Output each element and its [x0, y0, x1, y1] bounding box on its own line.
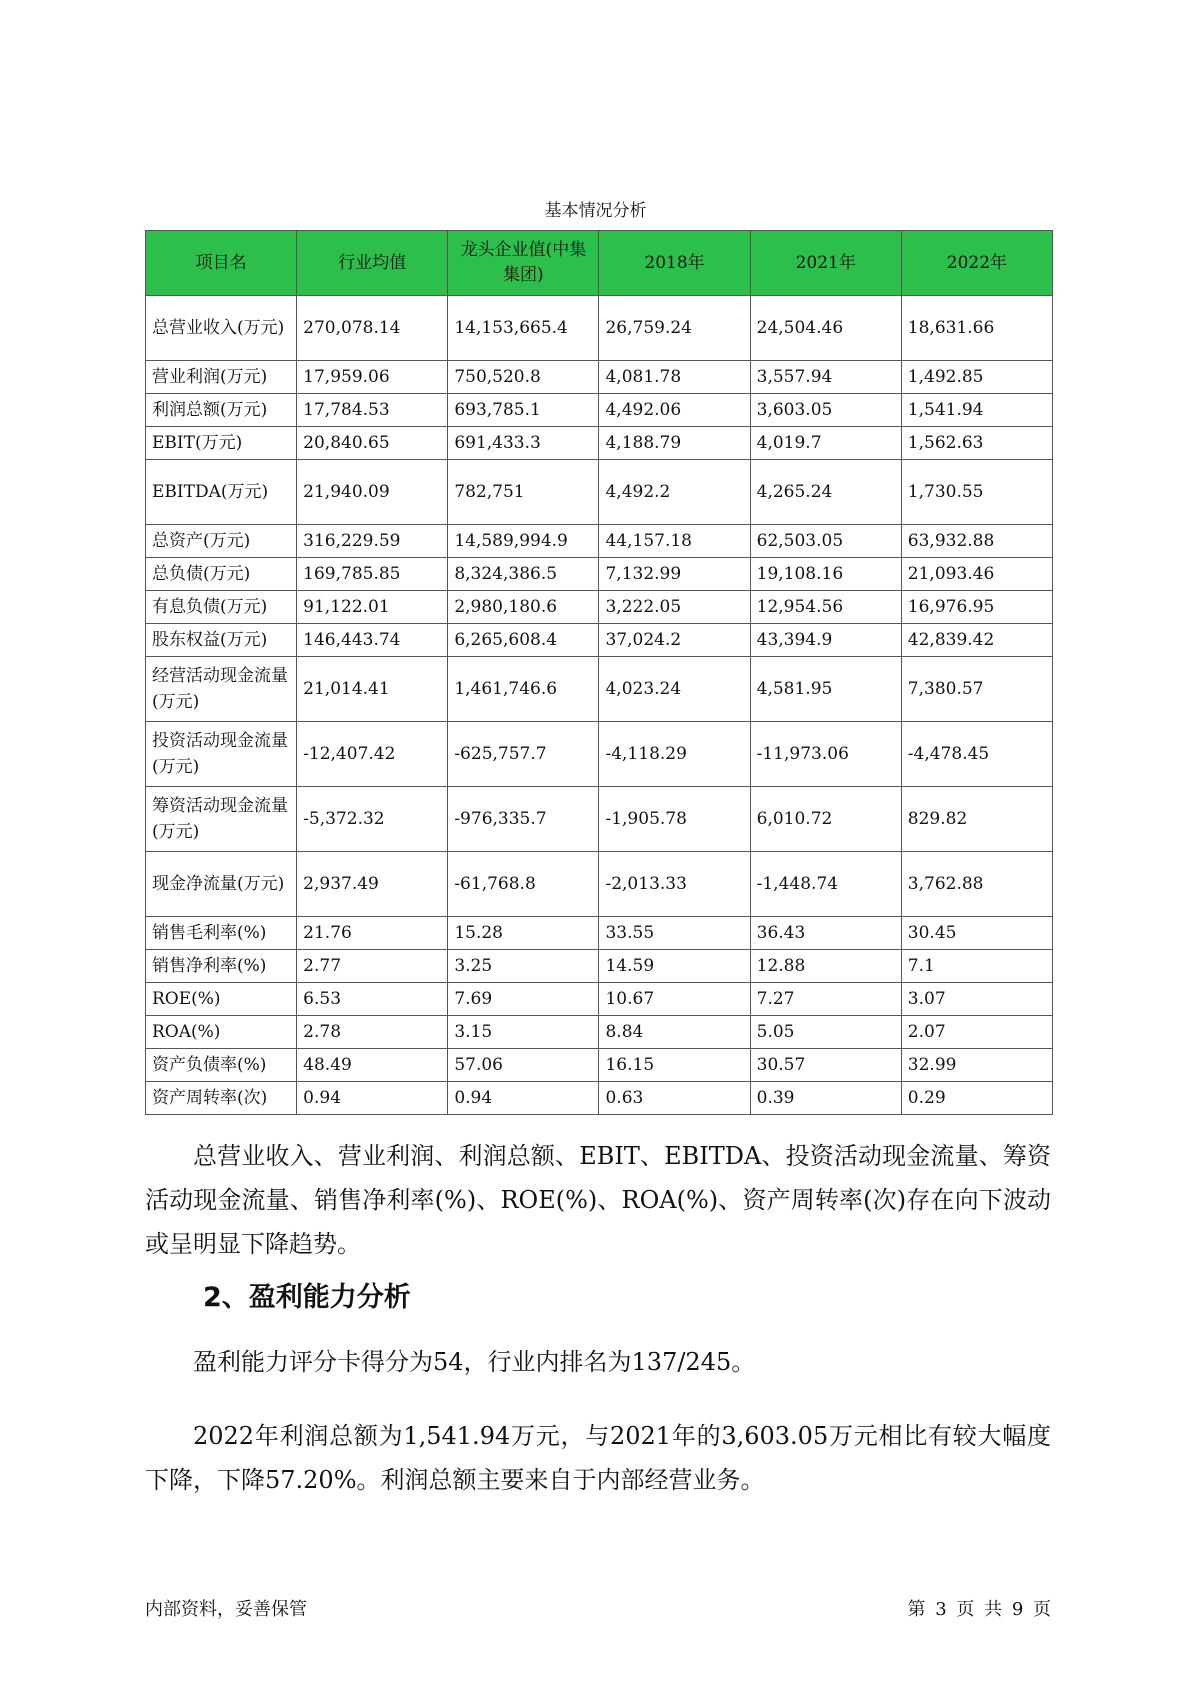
value-cell: 63,932.88 — [901, 525, 1052, 558]
table-row — [146, 1049, 1053, 1082]
value-cell: 2,980,180.6 — [448, 591, 599, 624]
value-cell: 57.06 — [448, 1049, 599, 1082]
value-cell: 24,504.46 — [750, 296, 901, 361]
trend-paragraph: 总营业收入、营业利润、利润总额、EBIT、EBITDA、投资活动现金流量、筹资活动现金流量、销售净利率(%)、ROE(%)、ROA(%)、资产周转率(次)存在向下波动或呈明显下降趋势。 — [145, 1142, 1051, 1258]
value-cell: 16.15 — [599, 1049, 750, 1082]
value-cell: 3.15 — [448, 1016, 599, 1049]
value-cell: 30.45 — [901, 917, 1052, 950]
value-cell: 6.53 — [297, 983, 448, 1016]
value-cell: 2.77 — [297, 950, 448, 983]
value-cell: 0.29 — [901, 1082, 1052, 1115]
value-cell: -12,407.42 — [297, 722, 448, 787]
value-cell: 1,541.94 — [901, 394, 1052, 427]
value-cell: 37,024.2 — [599, 624, 750, 657]
value-cell: 14.59 — [599, 950, 750, 983]
value-cell: -11,973.06 — [750, 722, 901, 787]
value-cell: -1,905.78 — [599, 787, 750, 852]
value-cell: 782,751 — [448, 460, 599, 525]
table-row — [146, 525, 1053, 558]
table-header-row — [146, 231, 1053, 296]
table-row — [146, 852, 1053, 917]
value-cell: 4,492.2 — [599, 460, 750, 525]
value-cell: 1,461,746.6 — [448, 657, 599, 722]
table-row — [146, 917, 1053, 950]
table-row — [146, 722, 1053, 787]
value-cell: 4,019.7 — [750, 427, 901, 460]
table-body — [146, 296, 1053, 1115]
value-cell: 16,976.95 — [901, 591, 1052, 624]
table-header-cell: 项目名 — [146, 231, 297, 296]
table-caption: 基本情况分析 — [544, 201, 647, 221]
row-label-cell: 股东权益(万元) — [146, 624, 297, 657]
value-cell: 36.43 — [750, 917, 901, 950]
table-row — [146, 558, 1053, 591]
section-heading: 2、盈利能力分析 — [203, 1282, 411, 1313]
value-cell: 33.55 — [599, 917, 750, 950]
table-row — [146, 950, 1053, 983]
row-label-cell: ROA(%) — [146, 1016, 297, 1049]
value-cell: 44,157.18 — [599, 525, 750, 558]
value-cell: 3,222.05 — [599, 591, 750, 624]
value-cell: 14,153,665.4 — [448, 296, 599, 361]
value-cell: 30.57 — [750, 1049, 901, 1082]
row-label-cell: 利润总额(万元) — [146, 394, 297, 427]
value-cell: 43,394.9 — [750, 624, 901, 657]
value-cell: 12,954.56 — [750, 591, 901, 624]
value-cell: 32.99 — [901, 1049, 1052, 1082]
value-cell: 4,023.24 — [599, 657, 750, 722]
value-cell: 829.82 — [901, 787, 1052, 852]
value-cell: 3,557.94 — [750, 361, 901, 394]
value-cell: 17,959.06 — [297, 361, 448, 394]
row-label-cell: ROE(%) — [146, 983, 297, 1016]
value-cell: -625,757.7 — [448, 722, 599, 787]
row-label-cell: 现金净流量(万元) — [146, 852, 297, 917]
row-label-cell: EBIT(万元) — [146, 427, 297, 460]
value-cell: 62,503.05 — [750, 525, 901, 558]
row-label-cell: EBITDA(万元) — [146, 460, 297, 525]
table-header-cell: 2018年 — [599, 231, 750, 296]
value-cell: 26,759.24 — [599, 296, 750, 361]
table-row — [146, 296, 1053, 361]
value-cell: 4,081.78 — [599, 361, 750, 394]
value-cell: 21.76 — [297, 917, 448, 950]
value-cell: 1,492.85 — [901, 361, 1052, 394]
row-label-cell: 营业利润(万元) — [146, 361, 297, 394]
value-cell: 8,324,386.5 — [448, 558, 599, 591]
value-cell: 7,132.99 — [599, 558, 750, 591]
row-label-cell: 筹资活动现金流量(万元) — [146, 787, 297, 852]
table-row — [146, 1016, 1053, 1049]
value-cell: 0.63 — [599, 1082, 750, 1115]
value-cell: 2,937.49 — [297, 852, 448, 917]
value-cell: 42,839.42 — [901, 624, 1052, 657]
value-cell: 15.28 — [448, 917, 599, 950]
table-row — [146, 394, 1053, 427]
value-cell: -2,013.33 — [599, 852, 750, 917]
value-cell: 750,520.8 — [448, 361, 599, 394]
value-cell: 8.84 — [599, 1016, 750, 1049]
row-label-cell: 总营业收入(万元) — [146, 296, 297, 361]
value-cell: 10.67 — [599, 983, 750, 1016]
value-cell: 3,603.05 — [750, 394, 901, 427]
value-cell: -4,478.45 — [901, 722, 1052, 787]
value-cell: 7.27 — [750, 983, 901, 1016]
value-cell: 7.1 — [901, 950, 1052, 983]
row-label-cell: 经营活动现金流量(万元) — [146, 657, 297, 722]
value-cell: 3,762.88 — [901, 852, 1052, 917]
value-cell: 18,631.66 — [901, 296, 1052, 361]
value-cell: 7,380.57 — [901, 657, 1052, 722]
value-cell: 19,108.16 — [750, 558, 901, 591]
value-cell: 0.39 — [750, 1082, 901, 1115]
value-cell: 1,562.63 — [901, 427, 1052, 460]
value-cell: 4,581.95 — [750, 657, 901, 722]
table-header-cell: 2021年 — [750, 231, 901, 296]
table-row — [146, 657, 1053, 722]
table-row — [146, 460, 1053, 525]
value-cell: 6,265,608.4 — [448, 624, 599, 657]
value-cell: 21,093.46 — [901, 558, 1052, 591]
row-label-cell: 总资产(万元) — [146, 525, 297, 558]
value-cell: 48.49 — [297, 1049, 448, 1082]
table-row — [146, 983, 1053, 1016]
footer-confidential-note: 内部资料，妥善保管 — [145, 1599, 307, 1620]
table-header-cell: 行业均值 — [297, 231, 448, 296]
row-label-cell: 资产周转率(次) — [146, 1082, 297, 1115]
basic-analysis-table — [145, 230, 1053, 1115]
value-cell: 6,010.72 — [750, 787, 901, 852]
table-header-cell: 龙头企业值(中集集团) — [448, 231, 599, 296]
value-cell: 12.88 — [750, 950, 901, 983]
row-label-cell: 有息负债(万元) — [146, 591, 297, 624]
value-cell: 5.05 — [750, 1016, 901, 1049]
profit-paragraph: 2022年利润总额为1,541.94万元，与2021年的3,603.05万元相比有较大幅度下降，下降57.20%。利润总额主要来自于内部经营业务。 — [145, 1422, 1051, 1494]
value-cell: 146,443.74 — [297, 624, 448, 657]
table-row — [146, 591, 1053, 624]
value-cell: 7.69 — [448, 983, 599, 1016]
value-cell: 20,840.65 — [297, 427, 448, 460]
value-cell: 0.94 — [297, 1082, 448, 1115]
table-row — [146, 361, 1053, 394]
value-cell: 2.78 — [297, 1016, 448, 1049]
value-cell: -5,372.32 — [297, 787, 448, 852]
value-cell: 21,014.41 — [297, 657, 448, 722]
value-cell: 316,229.59 — [297, 525, 448, 558]
row-label-cell: 投资活动现金流量(万元) — [146, 722, 297, 787]
value-cell: 3.25 — [448, 950, 599, 983]
value-cell: 21,940.09 — [297, 460, 448, 525]
value-cell: 691,433.3 — [448, 427, 599, 460]
row-label-cell: 销售毛利率(%) — [146, 917, 297, 950]
value-cell: -4,118.29 — [599, 722, 750, 787]
table-row — [146, 427, 1053, 460]
value-cell: 14,589,994.9 — [448, 525, 599, 558]
value-cell: 4,188.79 — [599, 427, 750, 460]
value-cell: 2.07 — [901, 1016, 1052, 1049]
value-cell: 4,492.06 — [599, 394, 750, 427]
footer-page-number: 第 3 页 共 9 页 — [907, 1599, 1051, 1620]
table-row — [146, 624, 1053, 657]
row-label-cell: 资产负债率(%) — [146, 1049, 297, 1082]
row-label-cell: 销售净利率(%) — [146, 950, 297, 983]
value-cell: 4,265.24 — [750, 460, 901, 525]
value-cell: -976,335.7 — [448, 787, 599, 852]
table-row — [146, 1082, 1053, 1115]
value-cell: 169,785.85 — [297, 558, 448, 591]
value-cell: 3.07 — [901, 983, 1052, 1016]
value-cell: 0.94 — [448, 1082, 599, 1115]
row-label-cell: 总负债(万元) — [146, 558, 297, 591]
table-header-cell: 2022年 — [901, 231, 1052, 296]
value-cell: 693,785.1 — [448, 394, 599, 427]
score-paragraph: 盈利能力评分卡得分为54，行业内排名为137/245。 — [193, 1348, 756, 1376]
value-cell: -61,768.8 — [448, 852, 599, 917]
value-cell: 1,730.55 — [901, 460, 1052, 525]
table-row — [146, 787, 1053, 852]
value-cell: 17,784.53 — [297, 394, 448, 427]
value-cell: 91,122.01 — [297, 591, 448, 624]
value-cell: 270,078.14 — [297, 296, 448, 361]
value-cell: -1,448.74 — [750, 852, 901, 917]
